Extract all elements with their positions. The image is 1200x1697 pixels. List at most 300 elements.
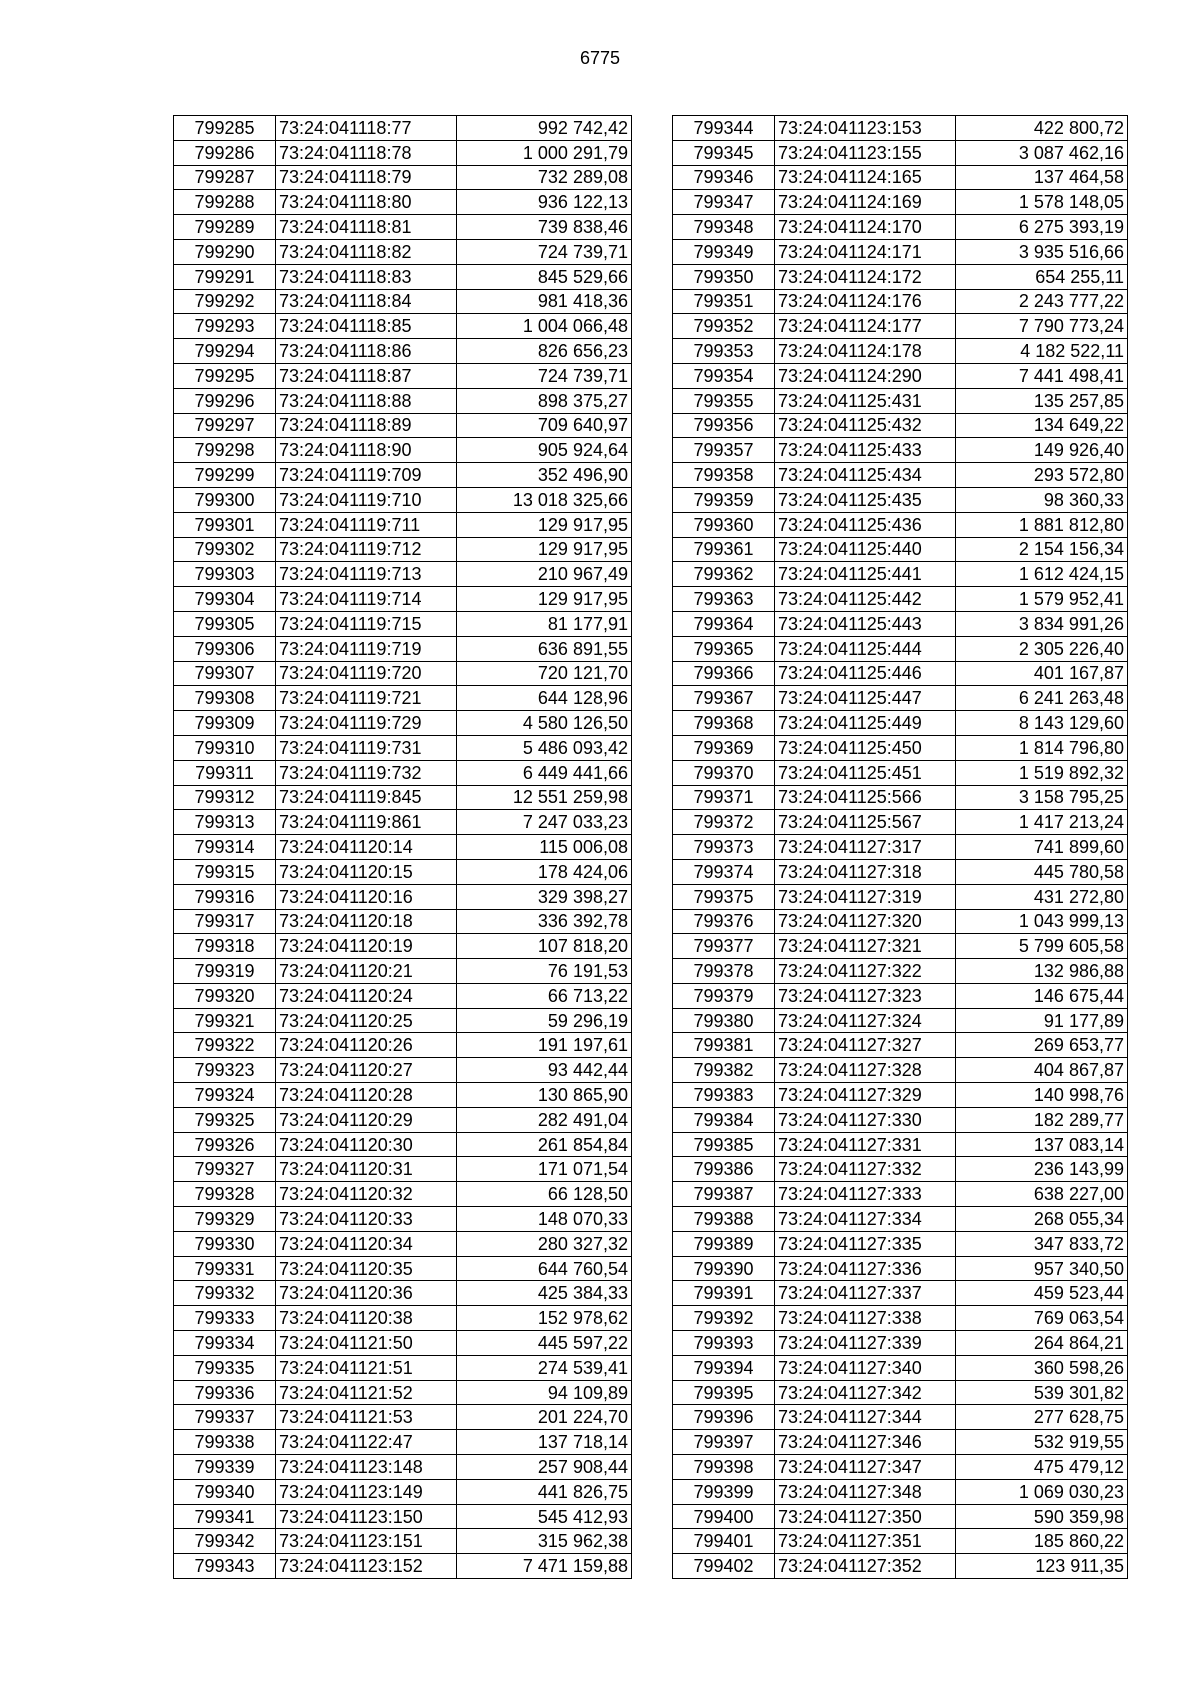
record-number-cell: 799319 (174, 959, 276, 984)
cadastral-number-cell: 73:24:041120:30 (276, 1132, 457, 1157)
record-number-cell: 799325 (174, 1107, 276, 1132)
cadastral-number-cell: 73:24:041120:31 (276, 1157, 457, 1182)
cadastral-value-cell: 130 865,90 (457, 1083, 632, 1108)
cadastral-value-cell: 898 375,27 (457, 388, 632, 413)
cadastral-number-cell: 73:24:041127:329 (775, 1083, 956, 1108)
record-number-cell: 799322 (174, 1033, 276, 1058)
cadastral-number-cell: 73:24:041127:348 (775, 1479, 956, 1504)
left-table-body (174, 116, 632, 1579)
cadastral-value-cell: 182 289,77 (956, 1107, 1128, 1132)
cadastral-number-cell: 73:24:041119:711 (276, 512, 457, 537)
cadastral-value-cell: 636 891,55 (457, 636, 632, 661)
cadastral-number-cell: 73:24:041124:165 (775, 165, 956, 190)
table-row (673, 785, 1128, 810)
cadastral-value-cell: 981 418,36 (457, 289, 632, 314)
cadastral-number-cell: 73:24:041125:447 (775, 686, 956, 711)
cadastral-number-cell: 73:24:041118:77 (276, 116, 457, 141)
record-number-cell: 799292 (174, 289, 276, 314)
record-number-cell: 799316 (174, 884, 276, 909)
cadastral-number-cell: 73:24:041127:323 (775, 983, 956, 1008)
record-number-cell: 799327 (174, 1157, 276, 1182)
record-number-cell: 799380 (673, 1008, 775, 1033)
cadastral-number-cell: 73:24:041125:442 (775, 587, 956, 612)
cadastral-value-cell: 3 834 991,26 (956, 611, 1128, 636)
cadastral-value-cell: 720 121,70 (457, 661, 632, 686)
table-row (673, 636, 1128, 661)
cadastral-number-cell: 73:24:041124:290 (775, 363, 956, 388)
table-row (673, 1504, 1128, 1529)
table-row (174, 1455, 632, 1480)
table-row (673, 909, 1128, 934)
cadastral-value-cell: 280 327,32 (457, 1231, 632, 1256)
table-row (673, 1529, 1128, 1554)
record-number-cell: 799367 (673, 686, 775, 711)
cadastral-number-cell: 73:24:041119:715 (276, 611, 457, 636)
cadastral-number-cell: 73:24:041124:172 (775, 264, 956, 289)
cadastral-value-cell: 2 243 777,22 (956, 289, 1128, 314)
cadastral-value-cell: 422 800,72 (956, 116, 1128, 141)
cadastral-value-cell: 1 417 213,24 (956, 810, 1128, 835)
table-row (673, 735, 1128, 760)
page-number: 6775 (579, 48, 621, 68)
table-row (174, 1479, 632, 1504)
record-number-cell: 799395 (673, 1380, 775, 1405)
cadastral-value-cell: 539 301,82 (956, 1380, 1128, 1405)
record-number-cell: 799399 (673, 1479, 775, 1504)
cadastral-number-cell: 73:24:041127:321 (775, 934, 956, 959)
record-number-cell: 799345 (673, 140, 775, 165)
cadastral-number-cell: 73:24:041120:36 (276, 1281, 457, 1306)
cadastral-value-cell: 107 818,20 (457, 934, 632, 959)
cadastral-value-cell: 2 154 156,34 (956, 537, 1128, 562)
record-number-cell: 799341 (174, 1504, 276, 1529)
cadastral-number-cell: 73:24:041127:340 (775, 1355, 956, 1380)
table-row (673, 487, 1128, 512)
table-row (174, 1405, 632, 1430)
cadastral-number-cell: 73:24:041125:444 (775, 636, 956, 661)
record-number-cell: 799398 (673, 1455, 775, 1480)
cadastral-value-cell: 129 917,95 (457, 512, 632, 537)
table-row (673, 1033, 1128, 1058)
cadastral-value-cell: 7 471 159,88 (457, 1554, 632, 1579)
table-row (174, 1058, 632, 1083)
table-row (174, 909, 632, 934)
cadastral-number-cell: 73:24:041125:436 (775, 512, 956, 537)
record-number-cell: 799328 (174, 1182, 276, 1207)
record-number-cell: 799306 (174, 636, 276, 661)
cadastral-value-cell: 76 191,53 (457, 959, 632, 984)
cadastral-value-cell: 12 551 259,98 (457, 785, 632, 810)
record-number-cell: 799331 (174, 1256, 276, 1281)
cadastral-value-cell: 5 486 093,42 (457, 735, 632, 760)
cadastral-number-cell: 73:24:041127:332 (775, 1157, 956, 1182)
table-row (174, 339, 632, 364)
table-row (673, 1107, 1128, 1132)
table-row (673, 388, 1128, 413)
cadastral-number-cell: 73:24:041120:19 (276, 934, 457, 959)
record-number-cell: 799366 (673, 661, 775, 686)
cadastral-value-cell: 293 572,80 (956, 463, 1128, 488)
cadastral-number-cell: 73:24:041120:28 (276, 1083, 457, 1108)
record-number-cell: 799330 (174, 1231, 276, 1256)
table-row (174, 140, 632, 165)
cadastral-value-cell: 441 826,75 (457, 1479, 632, 1504)
cadastral-number-cell: 73:24:041123:148 (276, 1455, 457, 1480)
cadastral-value-cell: 91 177,89 (956, 1008, 1128, 1033)
cadastral-number-cell: 73:24:041121:51 (276, 1355, 457, 1380)
cadastral-number-cell: 73:24:041124:178 (775, 339, 956, 364)
cadastral-value-cell: 171 071,54 (457, 1157, 632, 1182)
cadastral-number-cell: 73:24:041127:350 (775, 1504, 956, 1529)
table-row (673, 611, 1128, 636)
cadastral-number-cell: 73:24:041119:731 (276, 735, 457, 760)
cadastral-number-cell: 73:24:041127:337 (775, 1281, 956, 1306)
record-number-cell: 799401 (673, 1529, 775, 1554)
record-number-cell: 799293 (174, 314, 276, 339)
table-row (174, 636, 632, 661)
cadastral-number-cell: 73:24:041124:171 (775, 239, 956, 264)
table-row (174, 859, 632, 884)
cadastral-number-cell: 73:24:041119:712 (276, 537, 457, 562)
cadastral-value-cell: 732 289,08 (457, 165, 632, 190)
table-row (174, 810, 632, 835)
record-number-cell: 799348 (673, 215, 775, 240)
cadastral-number-cell: 73:24:041119:720 (276, 661, 457, 686)
cadastral-value-cell: 1 881 812,80 (956, 512, 1128, 537)
table-row (673, 661, 1128, 686)
cadastral-value-cell: 1 578 148,05 (956, 190, 1128, 215)
table-row (673, 1281, 1128, 1306)
cadastral-number-cell: 73:24:041118:80 (276, 190, 457, 215)
cadastral-number-cell: 73:24:041118:83 (276, 264, 457, 289)
record-number-cell: 799308 (174, 686, 276, 711)
table-row (673, 959, 1128, 984)
cadastral-number-cell: 73:24:041118:81 (276, 215, 457, 240)
cadastral-value-cell: 191 197,61 (457, 1033, 632, 1058)
cadastral-number-cell: 73:24:041119:721 (276, 686, 457, 711)
cadastral-value-cell: 336 392,78 (457, 909, 632, 934)
cadastral-value-cell: 7 247 033,23 (457, 810, 632, 835)
table-row (174, 1380, 632, 1405)
record-number-cell: 799344 (673, 116, 775, 141)
cadastral-value-cell: 129 917,95 (457, 587, 632, 612)
record-number-cell: 799343 (174, 1554, 276, 1579)
table-row (174, 1256, 632, 1281)
table-row (673, 339, 1128, 364)
cadastral-value-cell: 6 275 393,19 (956, 215, 1128, 240)
table-row (174, 1331, 632, 1356)
record-number-cell: 799369 (673, 735, 775, 760)
cadastral-number-cell: 73:24:041120:29 (276, 1107, 457, 1132)
table-row (174, 686, 632, 711)
table-row (673, 562, 1128, 587)
table-row (174, 239, 632, 264)
table-row (673, 1083, 1128, 1108)
cadastral-number-cell: 73:24:041120:33 (276, 1207, 457, 1232)
cadastral-number-cell: 73:24:041127:347 (775, 1455, 956, 1480)
record-number-cell: 799290 (174, 239, 276, 264)
record-number-cell: 799355 (673, 388, 775, 413)
cadastral-value-cell: 6 241 263,48 (956, 686, 1128, 711)
cadastral-number-cell: 73:24:041120:18 (276, 909, 457, 934)
record-number-cell: 799323 (174, 1058, 276, 1083)
cadastral-value-cell: 137 464,58 (956, 165, 1128, 190)
cadastral-number-cell: 73:24:041121:53 (276, 1405, 457, 1430)
record-number-cell: 799324 (174, 1083, 276, 1108)
cadastral-number-cell: 73:24:041120:14 (276, 835, 457, 860)
cadastral-number-cell: 73:24:041118:87 (276, 363, 457, 388)
cadastral-value-cell: 347 833,72 (956, 1231, 1128, 1256)
cadastral-value-cell: 329 398,27 (457, 884, 632, 909)
cadastral-value-cell: 264 864,21 (956, 1331, 1128, 1356)
cadastral-number-cell: 73:24:041120:24 (276, 983, 457, 1008)
record-number-cell: 799291 (174, 264, 276, 289)
table-row (673, 190, 1128, 215)
cadastral-value-cell: 992 742,42 (457, 116, 632, 141)
cadastral-value-cell: 132 986,88 (956, 959, 1128, 984)
left-register-table (173, 115, 632, 1579)
cadastral-number-cell: 73:24:041125:450 (775, 735, 956, 760)
cadastral-number-cell: 73:24:041120:25 (276, 1008, 457, 1033)
cadastral-number-cell: 73:24:041118:90 (276, 438, 457, 463)
cadastral-value-cell: 644 760,54 (457, 1256, 632, 1281)
cadastral-value-cell: 7 790 773,24 (956, 314, 1128, 339)
record-number-cell: 799320 (174, 983, 276, 1008)
record-number-cell: 799350 (673, 264, 775, 289)
cadastral-number-cell: 73:24:041127:333 (775, 1182, 956, 1207)
cadastral-value-cell: 1 612 424,15 (956, 562, 1128, 587)
table-row (673, 1207, 1128, 1232)
record-number-cell: 799334 (174, 1331, 276, 1356)
table-row (174, 934, 632, 959)
record-number-cell: 799338 (174, 1430, 276, 1455)
cadastral-number-cell: 73:24:041123:149 (276, 1479, 457, 1504)
table-row (174, 562, 632, 587)
table-row (174, 190, 632, 215)
record-number-cell: 799339 (174, 1455, 276, 1480)
record-number-cell: 799298 (174, 438, 276, 463)
cadastral-number-cell: 73:24:041118:88 (276, 388, 457, 413)
record-number-cell: 799313 (174, 810, 276, 835)
cadastral-number-cell: 73:24:041127:336 (775, 1256, 956, 1281)
record-number-cell: 799337 (174, 1405, 276, 1430)
cadastral-value-cell: 545 412,93 (457, 1504, 632, 1529)
cadastral-number-cell: 73:24:041125:434 (775, 463, 956, 488)
cadastral-value-cell: 274 539,41 (457, 1355, 632, 1380)
record-number-cell: 799352 (673, 314, 775, 339)
record-number-cell: 799373 (673, 835, 775, 860)
table-row (673, 215, 1128, 240)
cadastral-value-cell: 137 718,14 (457, 1430, 632, 1455)
cadastral-value-cell: 425 384,33 (457, 1281, 632, 1306)
cadastral-value-cell: 724 739,71 (457, 363, 632, 388)
record-number-cell: 799349 (673, 239, 775, 264)
table-row (673, 438, 1128, 463)
table-row (673, 1554, 1128, 1579)
record-number-cell: 799394 (673, 1355, 775, 1380)
table-row (673, 1182, 1128, 1207)
cadastral-value-cell: 94 109,89 (457, 1380, 632, 1405)
record-number-cell: 799393 (673, 1331, 775, 1356)
table-row (174, 363, 632, 388)
record-number-cell: 799389 (673, 1231, 775, 1256)
cadastral-value-cell: 532 919,55 (956, 1430, 1128, 1455)
table-row (174, 785, 632, 810)
table-row (673, 711, 1128, 736)
cadastral-value-cell: 269 653,77 (956, 1033, 1128, 1058)
cadastral-number-cell: 73:24:041127:346 (775, 1430, 956, 1455)
record-number-cell: 799296 (174, 388, 276, 413)
record-number-cell: 799311 (174, 760, 276, 785)
record-number-cell: 799314 (174, 835, 276, 860)
table-row (174, 1033, 632, 1058)
table-row (673, 810, 1128, 835)
cadastral-number-cell: 73:24:041124:177 (775, 314, 956, 339)
record-number-cell: 799396 (673, 1405, 775, 1430)
cadastral-number-cell: 73:24:041123:155 (775, 140, 956, 165)
record-number-cell: 799317 (174, 909, 276, 934)
table-row (174, 215, 632, 240)
cadastral-number-cell: 73:24:041119:713 (276, 562, 457, 587)
cadastral-number-cell: 73:24:041127:320 (775, 909, 956, 934)
record-number-cell: 799364 (673, 611, 775, 636)
record-number-cell: 799288 (174, 190, 276, 215)
cadastral-number-cell: 73:24:041127:331 (775, 1132, 956, 1157)
cadastral-value-cell: 1 814 796,80 (956, 735, 1128, 760)
cadastral-number-cell: 73:24:041125:567 (775, 810, 956, 835)
record-number-cell: 799347 (673, 190, 775, 215)
record-number-cell: 799289 (174, 215, 276, 240)
table-row (174, 1430, 632, 1455)
table-row (673, 537, 1128, 562)
table-row (673, 1355, 1128, 1380)
table-row (673, 289, 1128, 314)
cadastral-value-cell: 2 305 226,40 (956, 636, 1128, 661)
cadastral-value-cell: 66 128,50 (457, 1182, 632, 1207)
record-number-cell: 799285 (174, 116, 276, 141)
cadastral-number-cell: 73:24:041127:342 (775, 1380, 956, 1405)
cadastral-number-cell: 73:24:041120:35 (276, 1256, 457, 1281)
table-row (673, 1455, 1128, 1480)
cadastral-value-cell: 1 579 952,41 (956, 587, 1128, 612)
cadastral-number-cell: 73:24:041119:861 (276, 810, 457, 835)
record-number-cell: 799375 (673, 884, 775, 909)
cadastral-value-cell: 81 177,91 (457, 611, 632, 636)
cadastral-number-cell: 73:24:041127:334 (775, 1207, 956, 1232)
cadastral-number-cell: 73:24:041125:435 (775, 487, 956, 512)
right-table-body (673, 116, 1128, 1579)
table-row (174, 661, 632, 686)
cadastral-value-cell: 360 598,26 (956, 1355, 1128, 1380)
cadastral-number-cell: 73:24:041127:327 (775, 1033, 956, 1058)
cadastral-value-cell: 445 597,22 (457, 1331, 632, 1356)
right-register-table (672, 115, 1128, 1579)
record-number-cell: 799360 (673, 512, 775, 537)
table-row (673, 1231, 1128, 1256)
table-row (174, 116, 632, 141)
cadastral-value-cell: 93 442,44 (457, 1058, 632, 1083)
record-number-cell: 799315 (174, 859, 276, 884)
record-number-cell: 799374 (673, 859, 775, 884)
record-number-cell: 799385 (673, 1132, 775, 1157)
cadastral-value-cell: 638 227,00 (956, 1182, 1128, 1207)
cadastral-number-cell: 73:24:041125:443 (775, 611, 956, 636)
cadastral-value-cell: 261 854,84 (457, 1132, 632, 1157)
record-number-cell: 799307 (174, 661, 276, 686)
record-number-cell: 799329 (174, 1207, 276, 1232)
table-row (673, 760, 1128, 785)
cadastral-value-cell: 826 656,23 (457, 339, 632, 364)
cadastral-number-cell: 73:24:041119:714 (276, 587, 457, 612)
cadastral-value-cell: 178 424,06 (457, 859, 632, 884)
cadastral-value-cell: 5 799 605,58 (956, 934, 1128, 959)
record-number-cell: 799381 (673, 1033, 775, 1058)
record-number-cell: 799386 (673, 1157, 775, 1182)
cadastral-number-cell: 73:24:041124:176 (775, 289, 956, 314)
record-number-cell: 799372 (673, 810, 775, 835)
cadastral-number-cell: 73:24:041124:170 (775, 215, 956, 240)
cadastral-number-cell: 73:24:041120:34 (276, 1231, 457, 1256)
cadastral-value-cell: 13 018 325,66 (457, 487, 632, 512)
cadastral-number-cell: 73:24:041118:78 (276, 140, 457, 165)
table-row (673, 1256, 1128, 1281)
cadastral-number-cell: 73:24:041127:352 (775, 1554, 956, 1579)
table-row (673, 1157, 1128, 1182)
record-number-cell: 799351 (673, 289, 775, 314)
cadastral-value-cell: 590 359,98 (956, 1504, 1128, 1529)
table-row (673, 835, 1128, 860)
cadastral-number-cell: 73:24:041119:710 (276, 487, 457, 512)
record-number-cell: 799359 (673, 487, 775, 512)
table-row (174, 1182, 632, 1207)
table-row (174, 1554, 632, 1579)
cadastral-value-cell: 3 087 462,16 (956, 140, 1128, 165)
record-number-cell: 799336 (174, 1380, 276, 1405)
table-row (174, 537, 632, 562)
cadastral-number-cell: 73:24:041120:32 (276, 1182, 457, 1207)
cadastral-value-cell: 8 143 129,60 (956, 711, 1128, 736)
cadastral-number-cell: 73:24:041120:38 (276, 1306, 457, 1331)
table-row (673, 1058, 1128, 1083)
cadastral-value-cell: 257 908,44 (457, 1455, 632, 1480)
cadastral-number-cell: 73:24:041123:152 (276, 1554, 457, 1579)
table-row (174, 388, 632, 413)
table-row (174, 1132, 632, 1157)
cadastral-value-cell: 146 675,44 (956, 983, 1128, 1008)
table-row (174, 264, 632, 289)
cadastral-value-cell: 459 523,44 (956, 1281, 1128, 1306)
cadastral-number-cell: 73:24:041127:322 (775, 959, 956, 984)
cadastral-value-cell: 236 143,99 (956, 1157, 1128, 1182)
cadastral-value-cell: 201 224,70 (457, 1405, 632, 1430)
table-row (673, 1306, 1128, 1331)
cadastral-number-cell: 73:24:041121:50 (276, 1331, 457, 1356)
cadastral-number-cell: 73:24:041122:47 (276, 1430, 457, 1455)
cadastral-number-cell: 73:24:041125:446 (775, 661, 956, 686)
record-number-cell: 799384 (673, 1107, 775, 1132)
table-row (174, 1157, 632, 1182)
table-row (174, 1083, 632, 1108)
cadastral-value-cell: 644 128,96 (457, 686, 632, 711)
record-number-cell: 799353 (673, 339, 775, 364)
cadastral-value-cell: 315 962,38 (457, 1529, 632, 1554)
cadastral-number-cell: 73:24:041123:150 (276, 1504, 457, 1529)
table-row (174, 711, 632, 736)
record-number-cell: 799397 (673, 1430, 775, 1455)
cadastral-value-cell: 7 441 498,41 (956, 363, 1128, 388)
table-row (174, 835, 632, 860)
cadastral-number-cell: 73:24:041120:26 (276, 1033, 457, 1058)
